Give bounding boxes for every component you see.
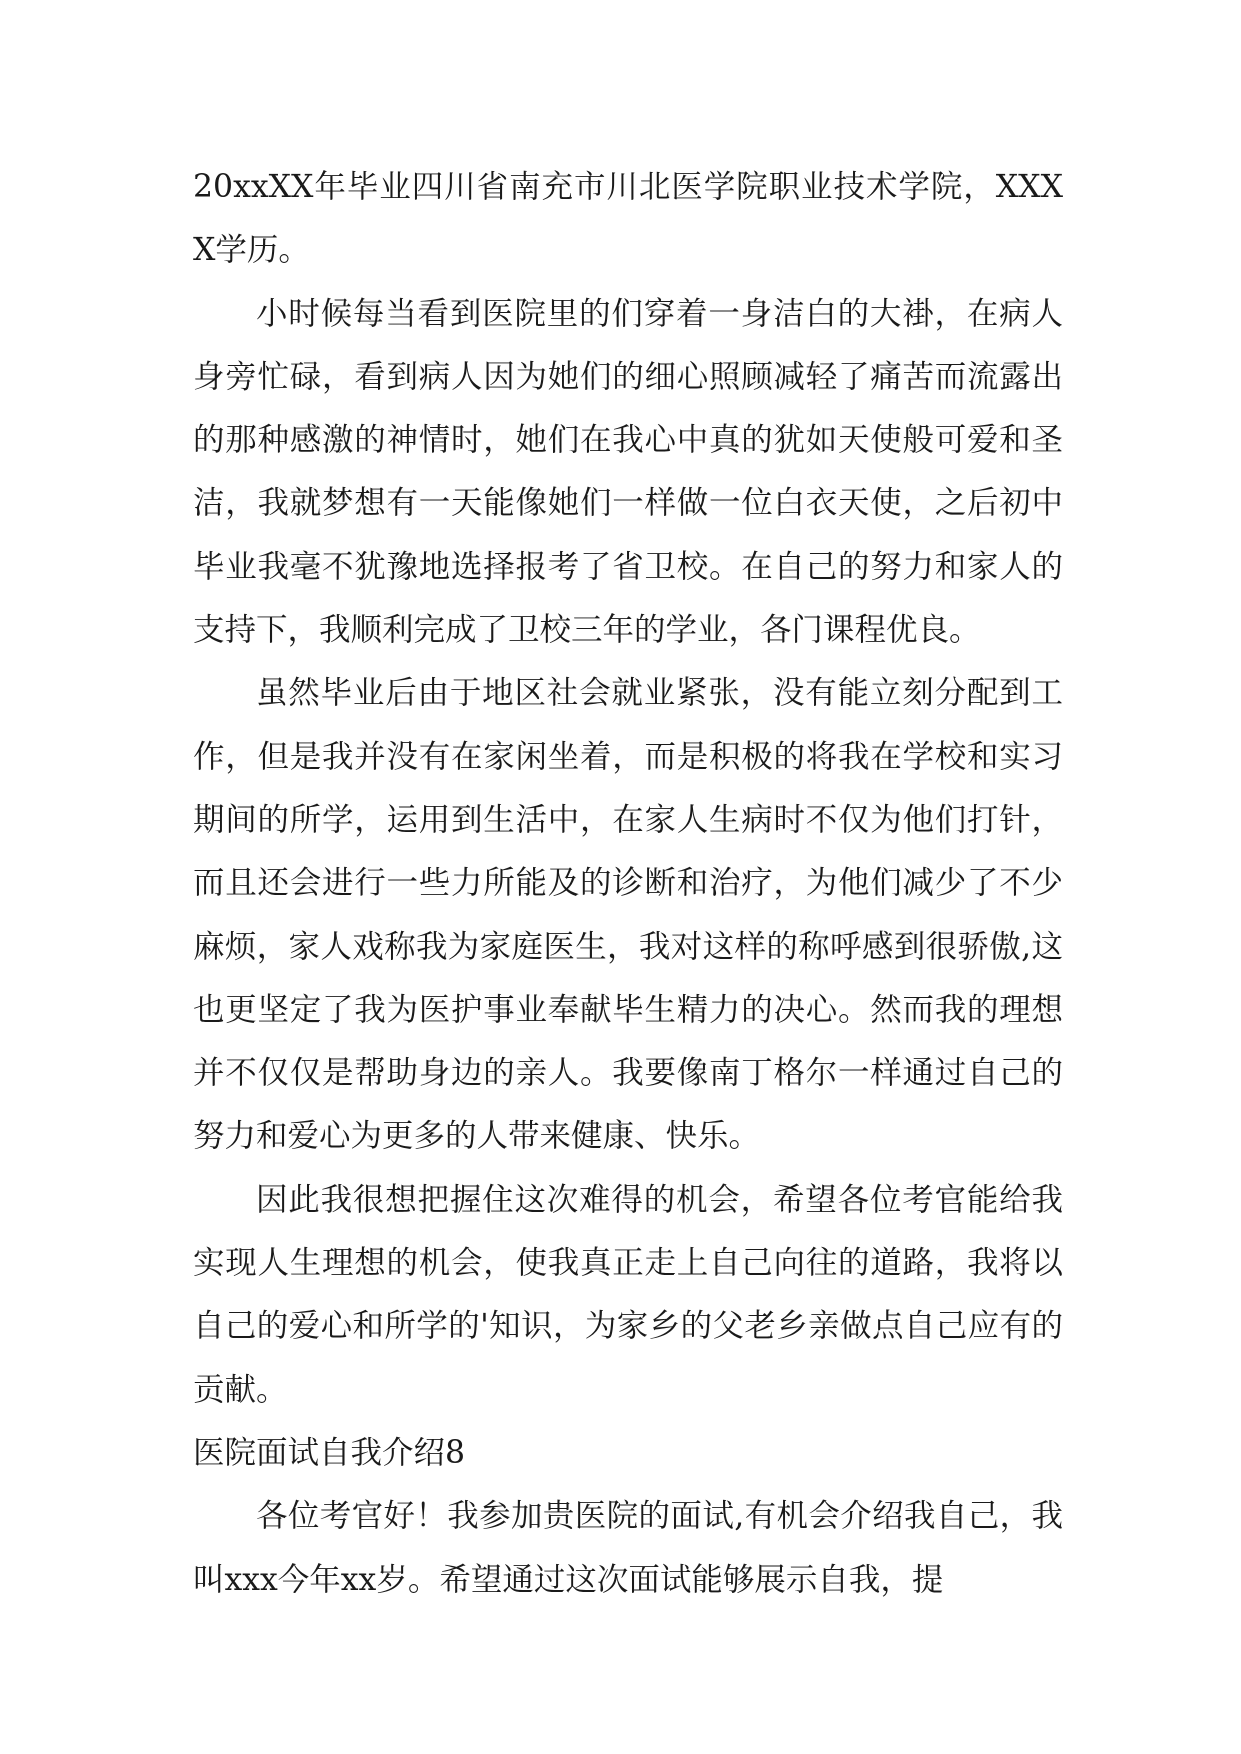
document-page <box>193 156 1063 1612</box>
paragraph-self-intro: 各位考官好！我参加贵医院的面试,有机会介绍我自己，我叫xxx今年xx岁。希望通过这次面试能够展示自我，提 <box>193 1498 1063 1598</box>
paragraph-education: 20xxXX年毕业四川省南充市川北医学院职业技术学院，XXXX学历。 <box>193 169 1063 269</box>
section-heading: 医院面试自我介绍8 <box>193 1434 466 1471</box>
paragraph-childhood-dream: 小时候每当看到医院里的们穿着一身洁白的大褂，在病人身旁忙碌，看到病人因为她们的细心照顾减轻了痛苦而流露出的那种感激的神情时，她们在我心中真的犹如天使般可爱和圣洁，我就梦想有一天能像她们一样做一位白衣天使，之后初中毕业我毫不犹豫地选择报考了省卫校。在自己的努力和家人的支持下，我顺利完成了卫校三年的学业，各门课程优良。 <box>193 295 1063 649</box>
paragraph-after-graduation: 虽然毕业后由于地区社会就业紧张，没有能立刻分配到工作，但是我并没有在家闲坐着，而是积极的将我在学校和实习期间的所学，运用到生活中，在家人生病时不仅为他们打针，而且还会进行一些力所能及的诊断和治疗，为他们减少了不少麻烦，家人戏称我为家庭医生，我对这样的称呼感到很骄傲,这也更坚定了我为医护事业奉献毕生精力的决心。然而我的理想并不仅仅是帮助身边的亲人。我要像南丁格尔一样通过自己的努力和爱心为更多的人带来健康、快乐。 <box>193 675 1063 1155</box>
paragraph-opportunity: 因此我很想把握住这次难得的机会，希望各位考官能给我实现人生理想的机会，使我真正走上自己向往的道路，我将以自己的爱心和所学的'知识，为家乡的父老乡亲做点自己应有的贡献。 <box>193 1181 1063 1408</box>
